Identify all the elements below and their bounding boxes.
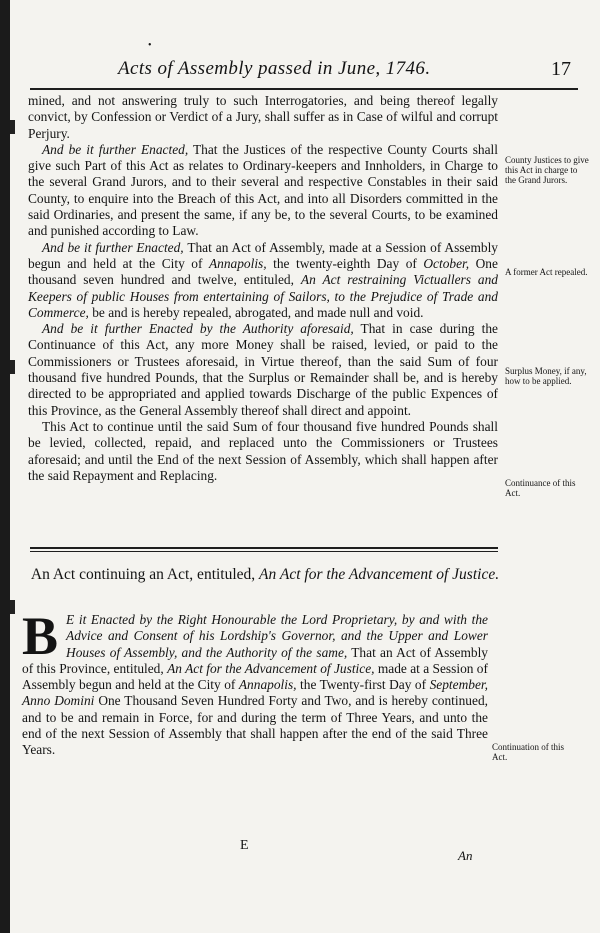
ink-mark: • bbox=[148, 40, 152, 51]
section-rule bbox=[30, 551, 498, 552]
header-rule bbox=[30, 88, 578, 90]
paragraph: This Act to continue until the said Sum of four thousand five hundred Pounds shall be levied, collected, repaid, and replaced unto the Commissioners or Trustees aforesaid; and until the End of the next Session of Assembly, which shall happen after the said Repayment and Replacing. bbox=[28, 418, 498, 483]
paragraph bbox=[28, 321, 498, 419]
place-name: Annapolis, bbox=[238, 677, 297, 693]
paragraph-text: That an Act of Assembly, made at a Session of Assembly begun and held at the City of bbox=[28, 239, 498, 271]
cited-act-title: An Act restraining Victuallers and Keepers of public Houses from entertaining of Sailors, to the Prejudice of Trade and Commerce, bbox=[28, 272, 498, 320]
month-name: September, bbox=[429, 677, 488, 693]
act-body bbox=[22, 606, 488, 759]
month-name: October, bbox=[423, 255, 470, 271]
paragraph bbox=[28, 142, 498, 240]
place-name: Annapolis, bbox=[208, 255, 267, 271]
act-text: the Twenty-first Day of bbox=[300, 677, 427, 693]
anno-domini: Anno Domini bbox=[22, 693, 95, 709]
act-text: made at a Session of Assembly begun and held at the City of bbox=[22, 660, 488, 693]
paragraph-text: One thousand seven hundred and twelve, entituled, bbox=[28, 255, 498, 288]
act-heading bbox=[30, 565, 500, 585]
book-binding-edge bbox=[0, 0, 10, 933]
margin-note: Continuation of this Act. bbox=[492, 742, 564, 763]
margin-note: Continuance of this Act. bbox=[505, 478, 576, 499]
enacting-phrase: And be it further Enacted, bbox=[42, 141, 189, 157]
act-heading-lead: An Act continuing an Act, entituled, bbox=[30, 566, 256, 583]
catchword: An bbox=[458, 848, 473, 863]
signature-mark: E bbox=[240, 838, 249, 853]
page-header bbox=[30, 56, 575, 84]
paragraph-text: be and is hereby repealed, abrogated, and made null and void. bbox=[92, 304, 424, 320]
enacting-clause: E it Enacted by the Right Honourable the Lord Proprietary, by and with the Advice and Consent of his Lordship's Governor, and the Upper and Lower Houses of Assembly, and the Authority of the same, bbox=[66, 612, 488, 660]
page-number: 17 bbox=[551, 58, 571, 80]
drop-cap: B bbox=[22, 606, 59, 666]
binding-notch bbox=[10, 120, 15, 134]
enacting-phrase: And be it further Enacted by the Authority aforesaid, bbox=[42, 321, 354, 337]
cited-act-title: An Act for the Advancement of Justice, bbox=[167, 660, 375, 676]
margin-note: Surplus Money, if any, how to be applied. bbox=[505, 366, 587, 387]
enacting-phrase: And be it further Enacted, bbox=[42, 239, 184, 255]
section-rule bbox=[30, 547, 498, 549]
paragraph-text: That the Justices of the respective County Courts shall give such Part of this Act as relates to Ordinary-keepers and Innholders, in Charge to the several Grand Jurors, and to their several and respective Constables in their said County, to enquire into the Breach of this Act, and into all Disorders committed in the said Ordinaries, and present the same, if any be, to the several Courts, to be examined and punished according to Law. bbox=[28, 141, 498, 239]
paragraph bbox=[28, 240, 498, 321]
paragraph-text: the twenty-eighth Day of bbox=[273, 255, 417, 271]
binding-notch bbox=[10, 600, 15, 614]
act-text: One Thousand Seven Hundred Forty and Two, and is hereby continued, and to be and remain in Force, for and during the term of Three Years, and unto the end of the next Session of Assembly that shall happen after the end of the said Three Years. bbox=[22, 693, 488, 758]
paragraph: mined, and not answering truly to such Interrogatories, and being thereof legally convict, by Confession or Verdict of a Jury, shall suffer as in Case of wilful and corrupt Perjury. bbox=[28, 93, 498, 141]
margin-note: County Justices to give this Act in charge to the Grand Jurors. bbox=[505, 155, 589, 186]
act-heading-title: An Act for the Advancement of Justice. bbox=[259, 566, 500, 583]
binding-notch bbox=[10, 360, 15, 374]
main-text bbox=[28, 93, 498, 484]
margin-note: A former Act repealed. bbox=[505, 267, 588, 277]
paragraph-text: That in case during the Continuance of this Act, any more Money shall be raised, levied, or paid to the Commissioners or Trustees aforesaid, in Virtue thereof, than the said Sum of four thousand five hundred Pounds, that the Surplus or Remainder shall be, and is hereby directed to be appropriated and applied towards Discharge of the public Expences of this Province, as the General Assembly thereof shall direct and appoint. bbox=[28, 321, 498, 418]
act-text: That an Act of Assembly of this Province, entituled, bbox=[22, 644, 488, 676]
running-title: Acts of Assembly passed in June, 1746. bbox=[118, 58, 431, 79]
